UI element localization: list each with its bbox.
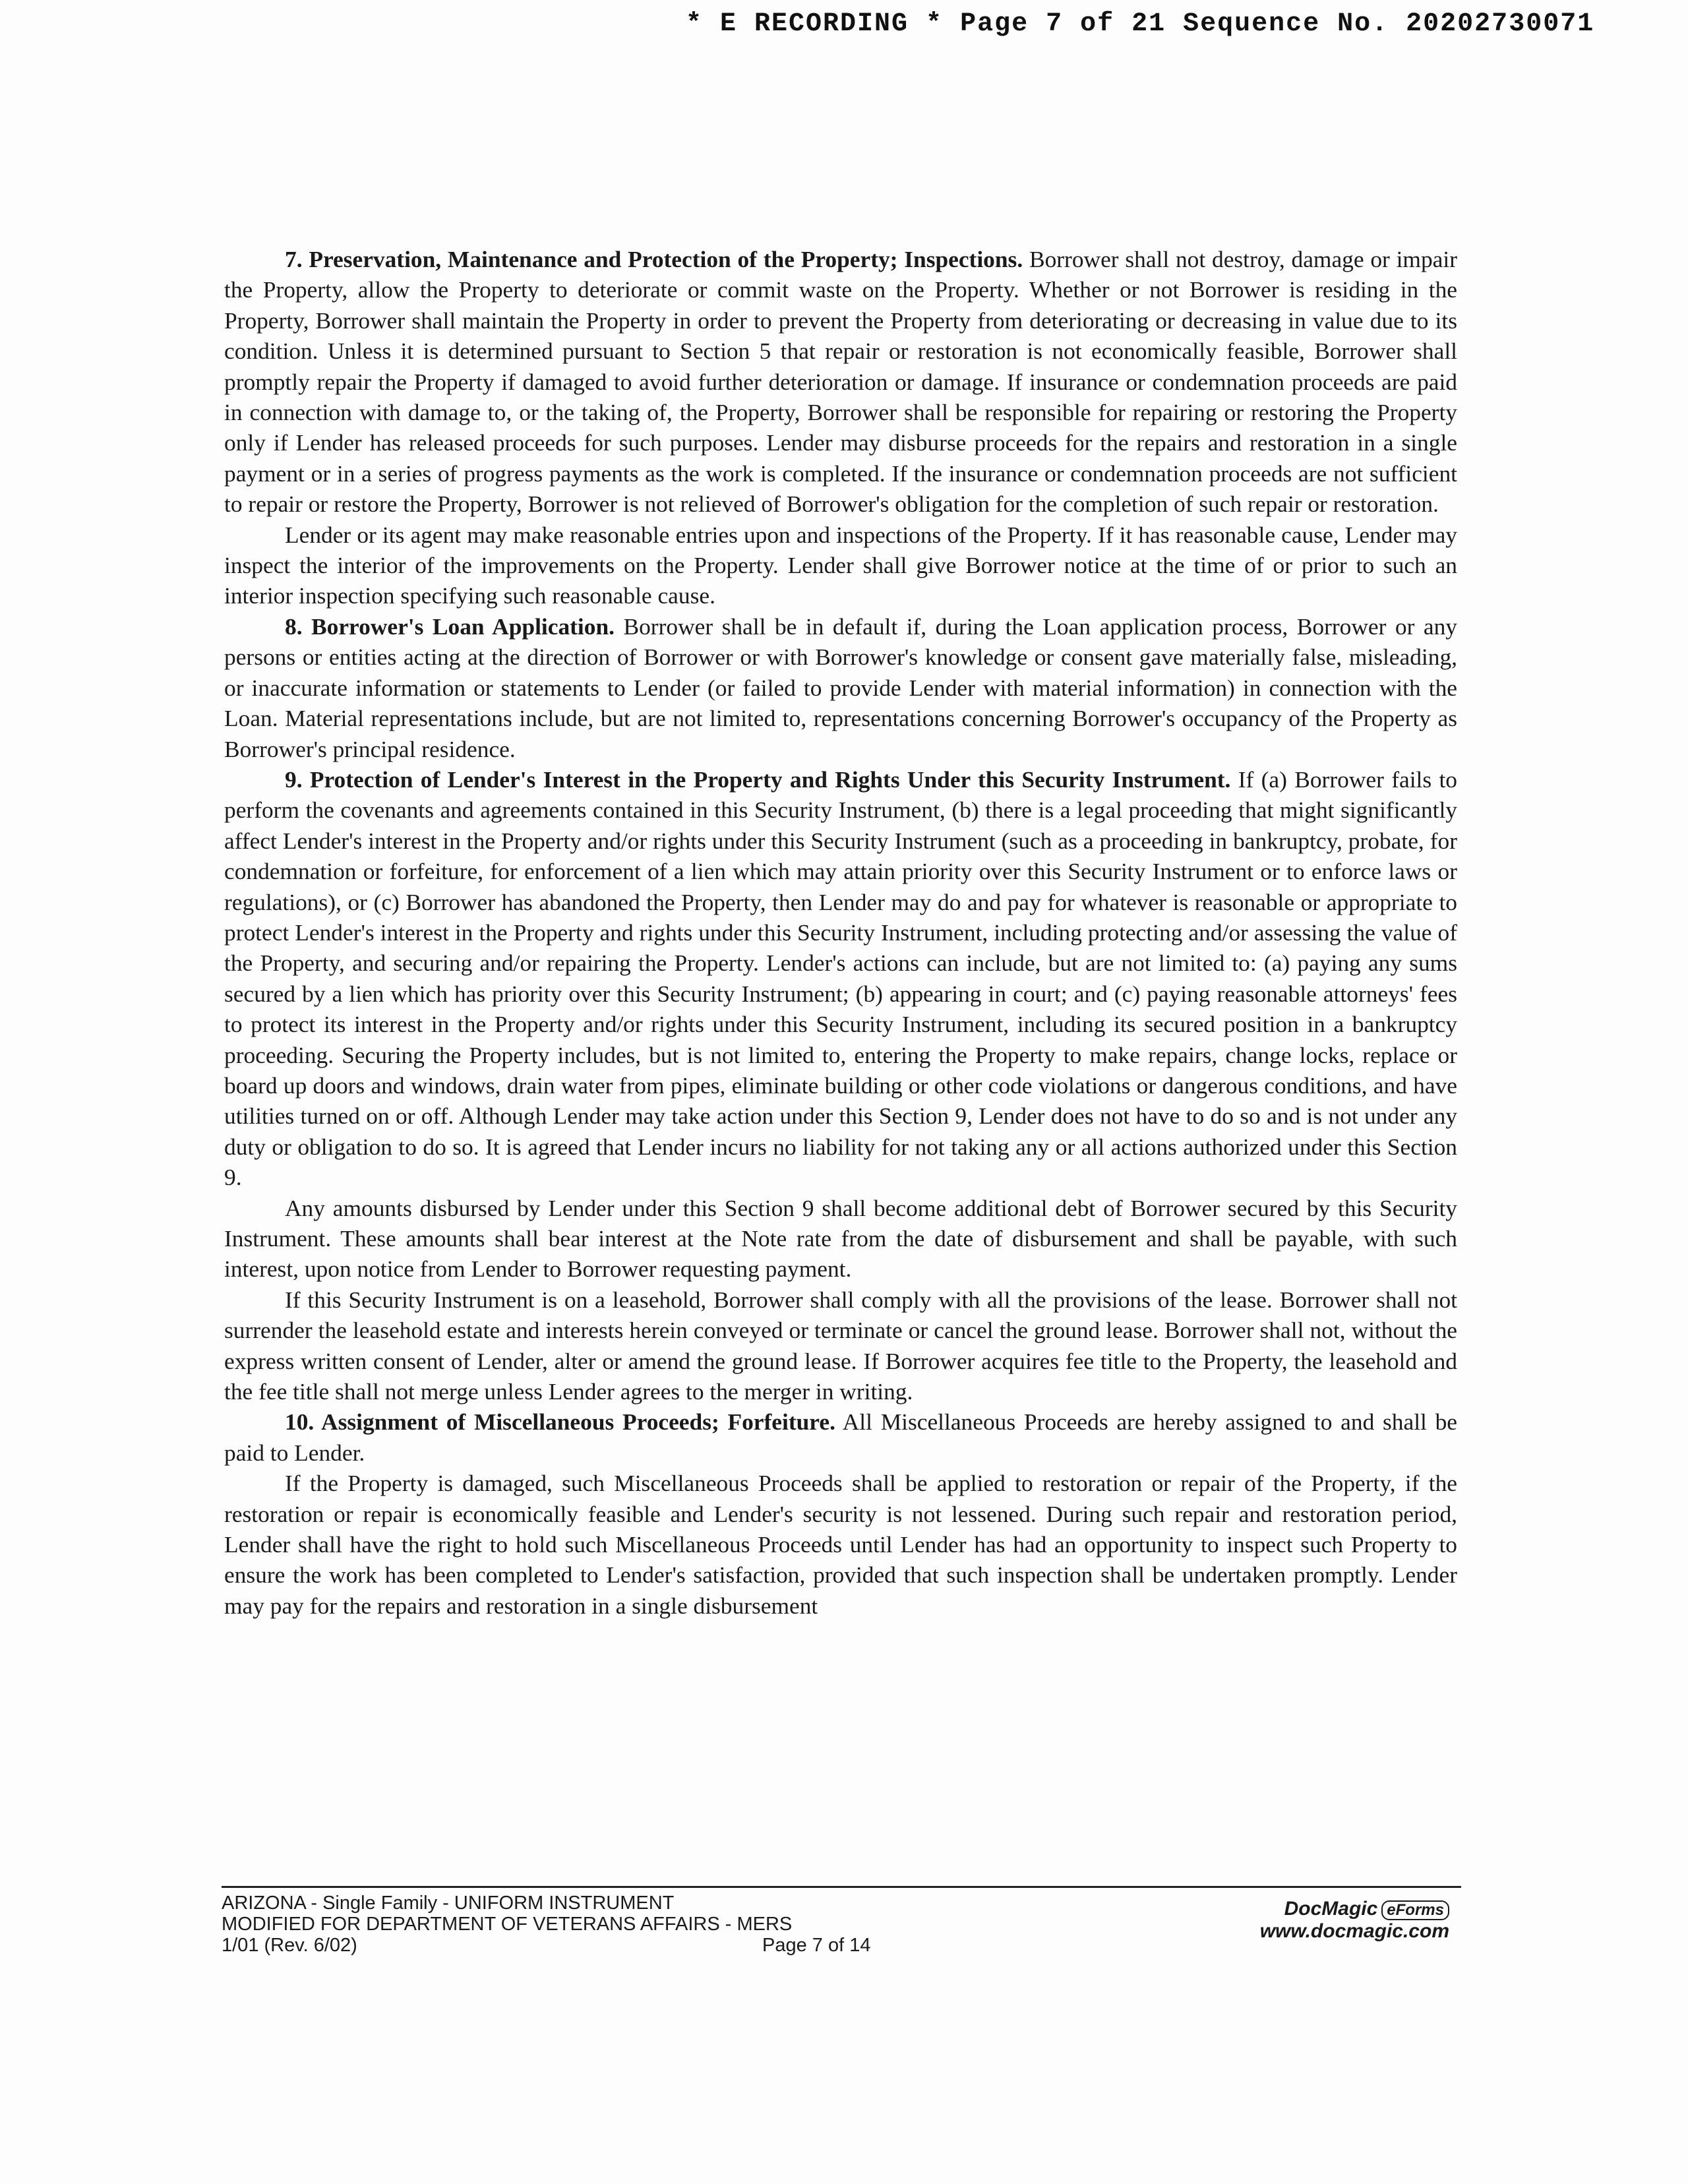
section-9-paragraph-2: Any amounts disbursed by Lender under this Section 9 shall become additional debt of Borrower secured by this Security Instrument. These amounts shall bear interest at the Note rate from the date of disbursement and shall be payable, with such interest, upon notice from Lender to Borrower requesting payment. [224, 1194, 1457, 1283]
page-number: Page 7 of 14 [762, 1935, 871, 1956]
brand-name: DocMagic [1284, 1898, 1378, 1920]
section-9-heading: 9. Protection of Lender's Interest in the Property and Rights Under this Security Instrument. [285, 766, 1231, 793]
section-7-paragraph-2: Lender or its agent may make reasonable entries upon and inspections of the Property. If it has reasonable cause, Lender may inspect the interior of the improvements on the Property. Lender shall give Borrower notice at the time of or prior to such an interior inspection specifying such reasonable cause. [224, 521, 1457, 609]
document-body [224, 244, 1457, 1621]
section-8-text-1: Borrower shall be in default if, during the Loan application process, Borrower or any persons or entities acting at the direction of Borrower or with Borrower's knowledge or consent gave materially false, misleading, or inaccurate information or statements to Lender (or failed to provide Lender with material information) in connection with the Loan. Material representations include, but are not limited to, representations concerning Borrower's occupancy of the Property as Borrower's principal residence. [224, 613, 1457, 762]
docmagic-logo [1211, 1898, 1449, 1942]
form-identification [222, 1893, 792, 1956]
section-7-paragraph-1 [224, 244, 1457, 520]
brand-url: www.docmagic.com [1259, 1920, 1449, 1942]
section-10-heading: 10. Assignment of Miscellaneous Proceeds; Forfeiture. [285, 1409, 835, 1436]
form-line-2: MODIFIED FOR DEPARTMENT OF VETERANS AFFAIRS - MERS [222, 1914, 793, 1935]
form-line-3: 1/01 (Rev. 6/02) [222, 1935, 357, 1956]
section-8-paragraph-1 [224, 611, 1457, 764]
form-line-1: ARIZONA - Single Family - UNIFORM INSTRUMENT [222, 1893, 675, 1914]
section-9-paragraph-1 [224, 764, 1457, 1193]
section-8-heading: 8. Borrower's Loan Application. [285, 613, 615, 640]
brand-suffix: eForms [1381, 1900, 1449, 1920]
section-10-paragraph-2: If the Property is damaged, such Miscellaneous Proceeds shall be applied to restoration or repair of the Property, if the restoration or repair is economically feasible and Lender's security is not lessened. During such repair and restoration period, Lender shall have the right to hold such Miscellaneous Proceeds until Lender has had an opportunity to inspect such Property to ensure the work has been completed to Lender's satisfaction, provided that such inspection shall be undertaken promptly. Lender may pay for the repairs and restoration in a single disbursement [224, 1470, 1457, 1619]
recording-header: * E RECORDING * Page 7 of 21 Sequence No. 20202730071 [686, 9, 1595, 39]
section-9-text-1: If (a) Borrower fails to perform the covenants and agreements contained in this Security Instrument, (b) there is a legal proceeding that might significantly affect Lender's interest in the Property and/or rights under this Security Instrument (such as a proceeding in bankruptcy, probate, for condemnation or forfeiture, for enforcement of a lien which may attain priority over this Security Instrument or to enforce laws or regulations), or (c) Borrower has abandoned the Property, then Lender may do and pay for whatever is reasonable or appropriate to protect Lender's interest in the Property and rights under this Security Instrument, including protecting and/or assessing the value of the Property, and securing and/or repairing the Property. Lender's actions can include, but are not limited to: (a) paying any sums secured by a lien which has priority over this Security Instrument; (b) appearing in court; and (c) paying reasonable attorneys' fees to protect its interest in the Property and/or rights under this Security Instrument, including its secured position in a bankruptcy proceeding. Securing the Property includes, but is not limited to, entering the Property to make repairs, change locks, replace or board up doors and windows, drain water from pipes, eliminate building or other code violations or dangerous conditions, and have utilities turned on or off. Although Lender may take action under this Section 9, Lender does not have to do so and is not under any duty or obligation to do so. It is agreed that Lender incurs no liability for not taking any or all actions authorized under this Section 9. [224, 766, 1457, 1191]
section-10-text-1: All Miscellaneous Proceeds are hereby assigned to and shall be paid to Lender. [224, 1409, 1457, 1466]
footer-divider [222, 1886, 1461, 1888]
section-10-paragraph-1 [224, 1407, 1457, 1468]
section-9-paragraph-3: If this Security Instrument is on a leasehold, Borrower shall comply with all the provisions of the lease. Borrower shall not surrender the leasehold estate and interests herein conveyed or terminate or cancel the ground lease. Borrower shall not, without the express written consent of Lender, alter or amend the ground lease. If Borrower acquires fee title to the Property, the leasehold and the fee title shall not merge unless Lender agrees to the merger in writing. [224, 1286, 1457, 1405]
section-7-text-1: Borrower shall not destroy, damage or impair the Property, allow the Property to deteriorate or commit waste on the Property. Whether or not Borrower is residing in the Property, Borrower shall maintain the Property in order to prevent the Property from deteriorating or decreasing in value due to its condition. Unless it is determined pursuant to Section 5 that repair or restoration is not economically feasible, Borrower shall promptly repair the Property if damaged to avoid further deterioration or damage. If insurance or condemnation proceeds are paid in connection with damage to, or the taking of, the Property, Borrower shall be responsible for repairing or restoring the Property only if Lender has released proceeds for such purposes. Lender may disburse proceeds for the repairs and restoration in a single payment or in a series of progress payments as the work is completed. If the insurance or condemnation proceeds are not sufficient to repair or restore the Property, Borrower is not relieved of Borrower's obligation for the completion of such repair or restoration. [224, 246, 1457, 518]
section-7-heading: 7. Preservation, Maintenance and Protection of the Property; Inspections. [285, 246, 1023, 272]
